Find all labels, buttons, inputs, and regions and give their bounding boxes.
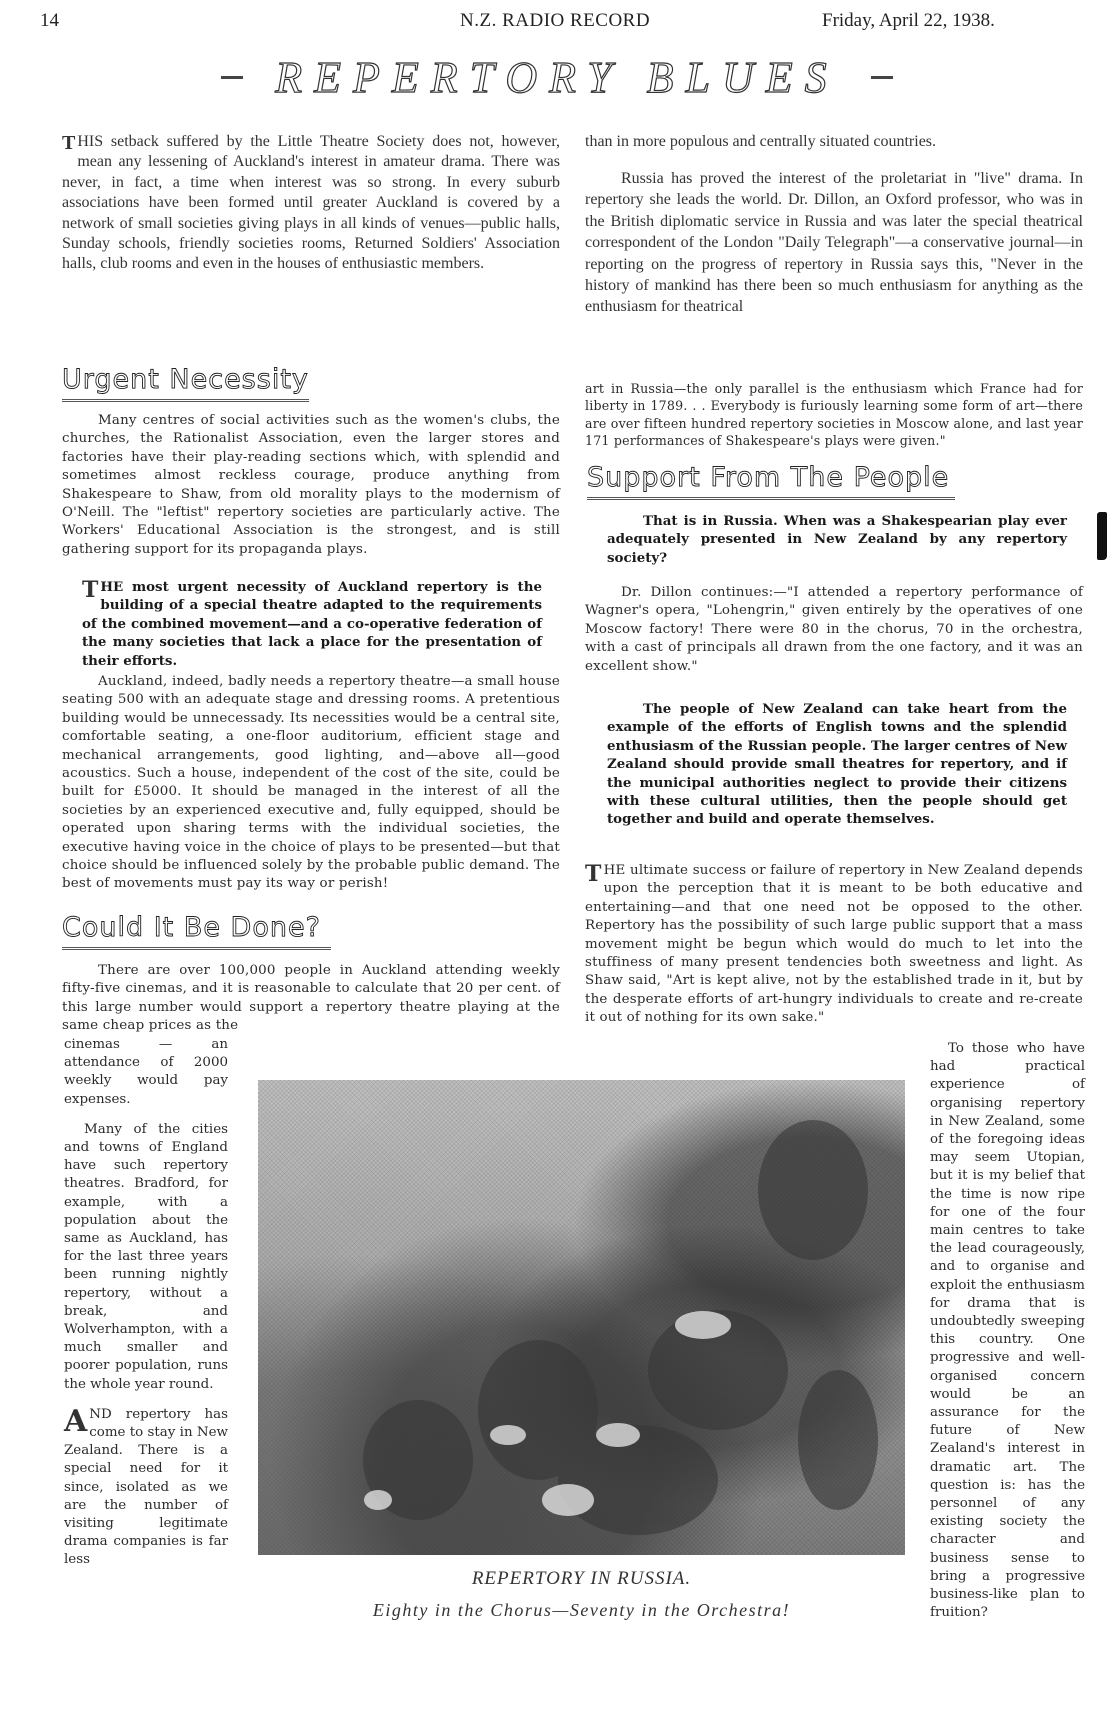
- title-dash-left: [221, 76, 243, 79]
- bold-callout-theatre: THE most urgent necessity of Auckland repertory is the building of a special theatre adapted to the requirements of the combined movement—and a co-operative federation of the many societies that lack a place for the presentation of their efforts.: [82, 577, 542, 669]
- cinemas-continuation: cinemas — an attendance of 2000 weekly would pay expenses.: [64, 1037, 228, 1107]
- bold-callout-new-zealand: The people of New Zealand can take heart from the example of the efforts of English towns and the splendid enthusiasm of the Russian people. The larger centres of New Zealand should provide small theatres for repertory, and if the municipal authorities neglect to provide their citizens with these cultural utilities, then the people should get together and build and operate themselves.: [607, 701, 1067, 828]
- article-title-row: [0, 52, 1114, 112]
- section-heading-urgent-necessity: Urgent Necessity: [62, 364, 309, 402]
- article-title: REPERTORY BLUES: [275, 53, 839, 102]
- dropcap: T: [82, 577, 99, 603]
- narrow-left-column: [64, 1036, 228, 1570]
- photo-repertory-in-russia: [258, 1080, 905, 1555]
- cinema-paragraph: There are over 100,000 people in Auckland attending weekly fifty-five cinemas, and it is reasonable to calculate that 20 per cent. of this large number would support a repertory theatre playing at the same cheap prices as the: [62, 963, 560, 1034]
- urgent-necessity-paragraph: Many centres of social activities such as the women's clubs, the churches, the Rationalist Association, even the larger stores and factories have their play-reading sections which, with splendid and sometimes almost reckless courage, produce anything from Shakespeare to Shaw, from old morality plays to the modernism of O'Neill. The "leftist" repertory societies are particularly active. The Workers' Educational Association is the strongest, and is still gathering support for its propaganda plays.: [62, 413, 560, 557]
- photo-figures-illustration: [258, 1080, 905, 1555]
- ultimate-success-paragraph: THE ultimate success or failure of repertory in New Zealand depends upon the perception that it is meant to be both educative and entertaining—and that one need not be opposed to the other. Repertory has the possibility of such large public support that a mass movement might be begun which would do much to let into the stuffiness of many present tendencies both sweetness and light. As Shaw said, "Art is kept alive, not by the established trade in it, but by the desperate efforts of art-hungry individuals to create and re-create it out of nothing for its own sake.": [585, 861, 1083, 1026]
- dropcap: T: [585, 861, 602, 887]
- page-number: 14: [40, 10, 59, 31]
- masthead: [0, 6, 1114, 36]
- and-repertory-paragraph: AND repertory has come to stay in New Zealand. There is a special need for it since, isolated as we are the number of visiting legitimate drama companies is far less: [64, 1403, 228, 1568]
- photo-caption-title: REPERTORY IN RUSSIA.: [471, 1568, 692, 1589]
- section-heading-support-from-the-people: Support From The People: [587, 462, 955, 500]
- russia-quote-small: art in Russia—the only parallel is the enthusiasm which France had for liberty in 1789. . . Everybody is furiously learning some form of art—there are over fifteen hundred repertory societies in Moscow alone, and last year 171 performances of Shakespeare's plays were given.": [585, 381, 1083, 449]
- title-dash-right: [871, 76, 893, 79]
- dropcap: T: [62, 132, 76, 154]
- narrow-right-column: To those who have had practical experience of organising repertory in New Zealand, some of the foregoing ideas may seem Utopian, but it is my belief that the time is now ripe for one of the four main centres to take the lead courageously, and to organise and exploit the enthusiasm for drama that is undoubtedly sweeping this country. One progressive and well-organised concern would be an assurance for the future of New Zealand's interest in dramatic art. The question is: has the personnel of any existing society the character and business sense to bring a progressive business-like plan to fruition?: [930, 1041, 1085, 1621]
- auckland-theatre-paragraph: Auckland, indeed, badly needs a repertory theatre—a small house seating 500 with an adequate stage and dressing rooms. A pretentious building would be unnecessady. Its necessities would be a central site, comfortable seating, a one-floor auditorium, efficient stage and mechanical arrangements, good lighting, and—above all—good acoustics. Such a house, independent of the cost of the site, could be built for £5000. It should be managed in the interest of all the societies by an experienced executive and, fully equipped, should be operated upon sharing terms with the individual societies, the executive having voice in the choice of plays to be presented—but that choice should be influenced solely by the probable public demand. The best of movements must pay its way or perish!: [62, 674, 560, 892]
- russia-paragraph: Russia has proved the interest of the proletariat in "live" drama. In repertory she leads the world. Dr. Dillon, an Oxford professor, who was in the British diplomatic service in Russia and was later the special theatrical correspondent of the London "Daily Telegraph"—a conservative journal—in reporting on the progress of repertory in Russia says this, "Never in the history of mankind has there been so much enthusiasm for anything as the enthusiasm for theatrical: [585, 170, 1083, 316]
- england-towns-paragraph: Many of the cities and towns of England have such repertory theatres. Bradford, for example, with a population about the same as Auckland, has for the last three years been running nightly repertory, without a break, and Wolverhampton, with a much smaller and poorer population, runs the whole year round.: [64, 1121, 228, 1392]
- section-heading-could-it-be-done: Could It Be Done?: [62, 912, 331, 950]
- continuation-line: than in more populous and centrally situated countries.: [585, 133, 937, 150]
- publication-name: N.Z. RADIO RECORD: [460, 10, 651, 31]
- bold-question: That is in Russia. When was a Shakespearian play ever adequately presented in New Zealand by any repertory society?: [607, 513, 1067, 566]
- ink-blot: [1097, 512, 1107, 560]
- issue-date: Friday, April 22, 1938.: [822, 10, 995, 31]
- dillon-quote-paragraph: Dr. Dillon continues:—"I attended a repertory performance of Wagner's opera, "Lohengrin," given entirely by the operatives of one Moscow factory! There were 80 in the chorus, 70 in the orchestra, with a cast of principals all drawn from the one factory, and it was an excellent show.": [585, 585, 1083, 674]
- intro-paragraph: T HIS setback suffered by the Little Theatre Society does not, however, mean any lessening of Auckland's interest in amateur drama. There was never, in fact, a time when interest was so strong. In every suburb associations have been formed until greater Auckland is covered by a network of small societies giving plays in all kinds of venues—public halls, Sunday schools, friendly societies rooms, Returned Soldiers' Association halls, club rooms and even in the houses of enthusiastic members.: [62, 132, 560, 273]
- photo-caption-subtitle: Eighty in the Chorus—Seventy in the Orchestra!: [372, 1600, 791, 1620]
- dropcap: A: [64, 1403, 88, 1439]
